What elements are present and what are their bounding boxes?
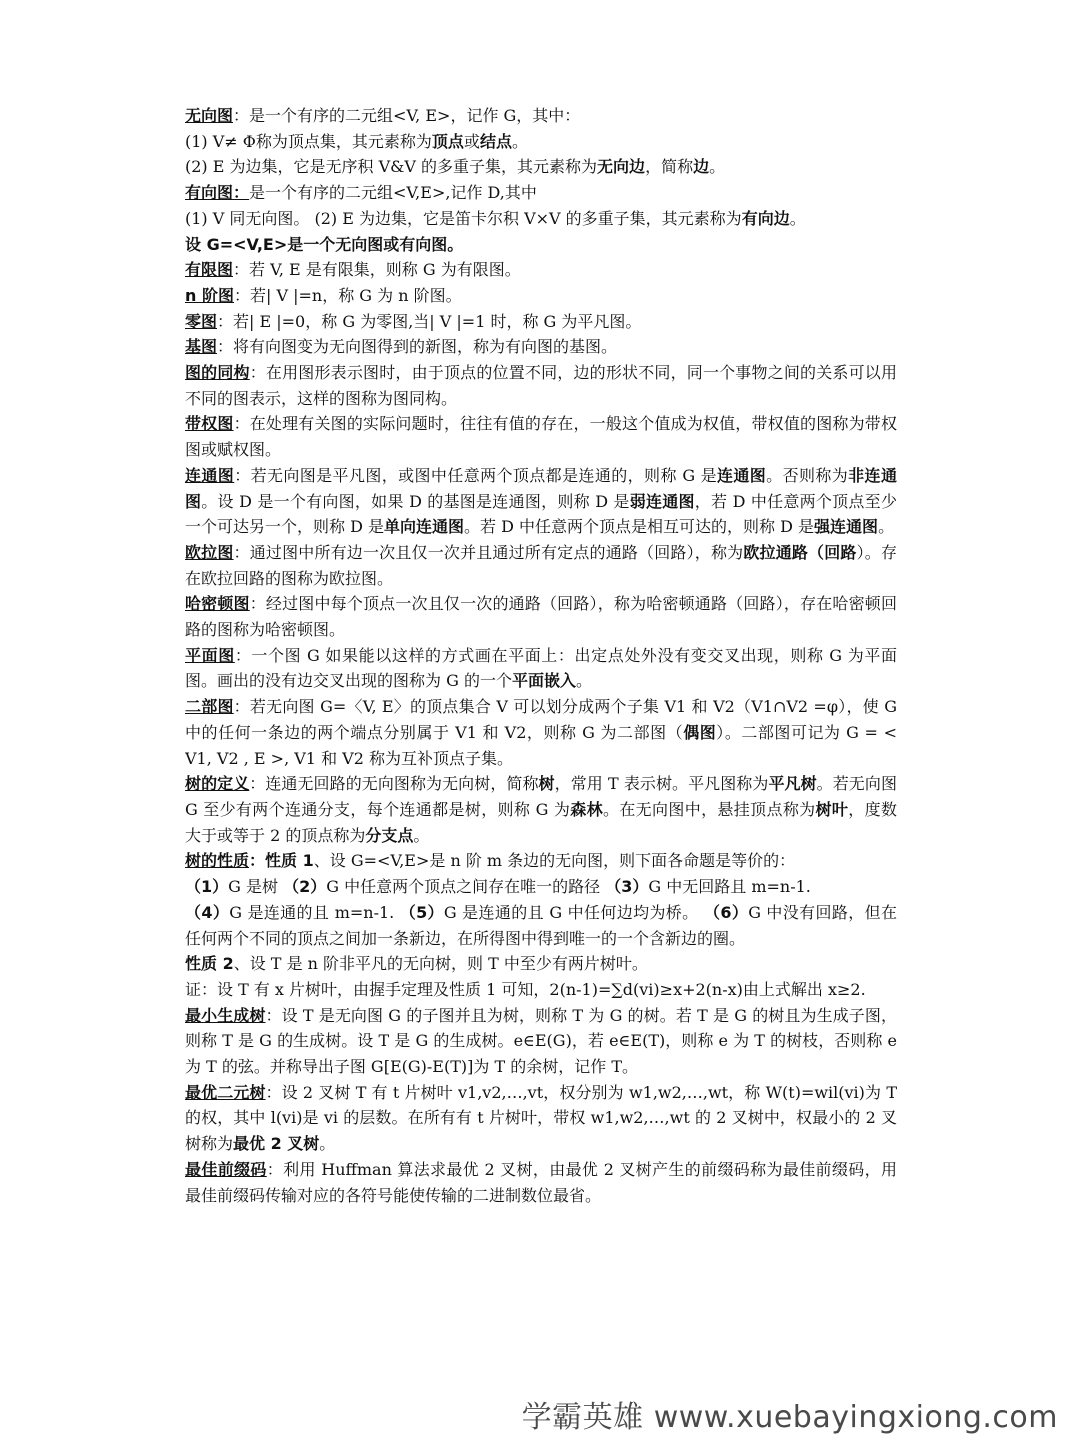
bold-text: 平凡树 bbox=[768, 774, 817, 794]
bold-text: 偶图 bbox=[683, 722, 717, 742]
text-run: G 中没有回路，但在任何两个不同的顶点之间加一条新边，在所得图中得到唯一的一个含新边的圈。 bbox=[185, 902, 897, 948]
bold-text: 树 bbox=[538, 774, 555, 794]
text-run: 、设 G=<V,E>是 n 阶 m 条边的无向图，则下面各命题是等价的： bbox=[313, 851, 796, 871]
term-heading: 最小生成树 bbox=[185, 1005, 266, 1025]
paragraph bbox=[185, 1157, 897, 1208]
text-run: G 是树 bbox=[228, 877, 284, 897]
bold-text: 平面嵌入 bbox=[511, 671, 576, 691]
document-body bbox=[185, 103, 897, 1208]
text-run: ，简称 bbox=[645, 157, 694, 177]
paragraph bbox=[185, 154, 897, 180]
bold-text: 连通图 bbox=[716, 465, 767, 485]
watermark: 学霸英雄 www.xuebayingxiong.com bbox=[521, 1400, 1058, 1435]
text-run: ：是一个有序的二元组<V, E>，记作 G，其中： bbox=[233, 106, 581, 125]
bold-text: 无向边 bbox=[597, 157, 646, 177]
text-run: 。 bbox=[575, 671, 592, 691]
bold-text: 最优 2 叉树 bbox=[233, 1134, 320, 1154]
text-run: 证：设 T 有 x 片树叶，由握手定理及性质 1 可知，2(n-1)=∑d(vi)≥x+2(n-x)由上式解出 x≥2. bbox=[185, 979, 866, 999]
paragraph bbox=[185, 411, 897, 462]
bold-text: （1） bbox=[185, 877, 229, 897]
text-run: ，若 D 中任意两个顶点至少一个可达另一个，则称 D 是 bbox=[185, 491, 897, 537]
term-heading: 零图 bbox=[185, 311, 218, 331]
term-heading: 图的同构 bbox=[185, 363, 250, 383]
bold-text: （6） bbox=[703, 902, 749, 922]
bold-text: 有向边 bbox=[741, 208, 790, 228]
paragraph bbox=[185, 360, 897, 411]
term-heading: 哈密顿图 bbox=[185, 594, 250, 614]
bold-text: 顶点 bbox=[431, 131, 464, 151]
text-run: G 中任意两个顶点之间存在唯一的路径 bbox=[326, 877, 606, 897]
paragraph bbox=[185, 848, 897, 874]
text-run: 。设 D 是一个有向图，如果 D 的基图是连通图，则称 D 是 bbox=[201, 491, 630, 511]
bold-text: （5） bbox=[399, 902, 444, 922]
term-heading: 树的性质 bbox=[185, 851, 250, 871]
paragraph bbox=[185, 1080, 897, 1157]
paragraph bbox=[185, 900, 897, 951]
bold-text: 结点 bbox=[479, 131, 512, 151]
bold-text: （2） bbox=[283, 877, 327, 897]
text-run: ：在处理有关图的实际问题时，往往有值的存在，一般这个值成为权值，带权值的图称为带权图或赋权图。 bbox=[185, 414, 897, 460]
term-heading: 二部图 bbox=[185, 697, 234, 717]
bold-text: 森林 bbox=[570, 799, 603, 819]
text-run: 。若无向图 G 至少有两个连通分支，每个连通都是树，则称 G 为 bbox=[185, 774, 897, 819]
bold-text: 强连通图 bbox=[814, 517, 879, 537]
text-run: 。 bbox=[789, 208, 806, 228]
text-run: ：若无向图是平凡图，或图中任意两个顶点都是连通的，则称 G 是 bbox=[234, 465, 717, 485]
paragraph bbox=[185, 103, 897, 129]
term-heading: 欧拉图 bbox=[185, 542, 234, 562]
text-run: 。 bbox=[878, 517, 895, 537]
text-run: 是一个有序的二元组<V,E>,记作 D,其中 bbox=[249, 183, 537, 203]
paragraph bbox=[185, 977, 897, 1003]
text-run: (2) E 为边集，它是无序积 V&V 的多重子集，其元素称为 bbox=[185, 157, 598, 177]
bold-text: （3） bbox=[605, 877, 649, 897]
term-heading: n 阶图 bbox=[185, 285, 234, 305]
bold-text: 边 bbox=[693, 157, 710, 177]
text-run: G 是连通的且 m=n-1. bbox=[229, 902, 400, 922]
paragraph bbox=[185, 951, 897, 977]
bold-text: （4） bbox=[185, 902, 230, 922]
text-run: (1) V 同无向图。 (2) E 为边集，它是笛卡尔积 V×V 的多重子集，其元素称为 bbox=[185, 208, 742, 228]
text-run: ：在用图形表示图时，由于顶点的位置不同，边的形状不同，同一个事物之间的关系可以用不同的图表示，这样的图称为图同构。 bbox=[185, 363, 897, 408]
text-run: 。 bbox=[709, 157, 726, 177]
term-heading: 连通图 bbox=[185, 465, 235, 485]
text-run: ：若 V, E 是有限集，则称 G 为有限图。 bbox=[233, 260, 521, 280]
paragraph bbox=[185, 180, 897, 206]
text-run: ：利用 Huffman 算法求最优 2 叉树，由最优 2 叉树产生的前缀码称为最佳前缀码，用最佳前缀码传输对应的各符号能使传输的二进制数位最省。 bbox=[185, 1159, 897, 1205]
term-heading: 基图 bbox=[185, 337, 218, 357]
text-run: 。 bbox=[319, 1134, 336, 1154]
term-heading: 无向图 bbox=[185, 106, 234, 125]
text-run: 。 bbox=[413, 825, 430, 845]
paragraph bbox=[185, 232, 897, 258]
paragraph bbox=[185, 283, 897, 309]
bold-text: 性质 1 bbox=[265, 851, 314, 871]
paragraph bbox=[185, 874, 897, 900]
term-heading: 树的定义 bbox=[185, 774, 250, 794]
paragraph bbox=[185, 206, 897, 232]
text-run: ：经过图中每个顶点一次且仅一次的通路（回路），称为哈密顿通路（回路），存在哈密顿回路的图称为哈密顿图。 bbox=[185, 594, 897, 640]
text-run: ：一个图 G 如果能以这样的方式画在平面上：出定点处外没有变交叉出现，则称 G 为平面图。画出的没有边交叉出现的图称为 G 的一个 bbox=[185, 645, 897, 691]
text-run: ：通过图中所有边一次且仅一次并且通过所有定点的通路（回路），称为 bbox=[233, 542, 744, 562]
paragraph bbox=[185, 463, 897, 540]
text-run: 。 bbox=[511, 131, 528, 151]
text-run: ）。二部图可记为 G = < V1, V2 , E >, V1 和 V2 称为互补顶点子集。 bbox=[185, 722, 897, 768]
text-run: ：若无向图 G=〈V, E〉的顶点集合 V 可以划分成两个子集 V1 和 V2（V1∩V2 =φ），使 G 中的任何一条边的两个端点分别属于 V1 和 V2，则称 G 为二部图（ bbox=[185, 697, 897, 742]
bold-text: 树叶 bbox=[815, 799, 849, 819]
bold-text: 分支点 bbox=[365, 825, 414, 845]
paragraph bbox=[185, 257, 897, 283]
text-run: (1) V≠ Φ称为顶点集，其元素称为 bbox=[185, 131, 432, 151]
text-run: 或 bbox=[463, 131, 480, 151]
text-run: G 中无回路且 m=n-1. bbox=[648, 877, 811, 897]
term-heading: 平面图 bbox=[185, 645, 235, 665]
term-heading: 最佳前缀码 bbox=[185, 1159, 267, 1179]
term-heading: 有向图： bbox=[185, 183, 250, 203]
text-run: 、设 T 是 n 阶非平凡的无向树，则 T 中至少有两片树叶。 bbox=[233, 954, 648, 974]
text-run: 。否则称为 bbox=[766, 465, 849, 485]
text-run: 。若 D 中任意两个顶点是相互可达的，则称 D 是 bbox=[464, 517, 815, 537]
text-run: G 是连通的且 G 中任何边均为桥。 bbox=[443, 902, 704, 922]
text-run: ：连通无回路的无向图称为无向树，简称 bbox=[249, 774, 539, 794]
paragraph bbox=[185, 694, 897, 771]
text-run: ，常用 T 表示树。平凡图称为 bbox=[554, 774, 769, 794]
text-run: ，度数大于或等于 2 的顶点称为 bbox=[185, 799, 897, 845]
text-run: 。在无向图中，悬挂顶点称为 bbox=[602, 799, 816, 819]
bold-text: ： bbox=[249, 851, 266, 871]
term-heading: 带权图 bbox=[185, 414, 234, 434]
term-heading: 最优二元树 bbox=[185, 1082, 266, 1102]
term-heading: 有限图 bbox=[185, 260, 234, 280]
paragraph bbox=[185, 129, 897, 155]
paragraph bbox=[185, 771, 897, 848]
text-run: ：若| V |=n，称 G 为 n 阶图。 bbox=[233, 285, 462, 305]
bold-text: 性质 2 bbox=[185, 954, 234, 974]
bold-text: 非连通图 bbox=[185, 465, 897, 511]
paragraph bbox=[185, 334, 897, 360]
bold-text: 单向连通图 bbox=[384, 517, 465, 537]
paragraph bbox=[185, 540, 897, 591]
paragraph bbox=[185, 309, 897, 335]
paragraph bbox=[185, 1003, 897, 1080]
text-run: ：设 2 叉树 T 有 t 片树叶 v1,v2,…,vt，权分别为 w1,w2,…,wt，称 W(t)=wil(vi)为 T 的权，其中 l(vi)是 vi 的层数。在所有有 t 片树叶，带权 w1,w2,…,wt 的 2 叉树中，权最小的 2 叉树称为 bbox=[185, 1082, 897, 1154]
bold-text: 弱连通图 bbox=[629, 491, 695, 511]
bold-text: 欧拉通路（回路 bbox=[743, 542, 857, 562]
text-run: ：设 T 是无向图 G 的子图并且为树，则称 T 为 G 的树。若 T 是 G 的树且为生成子图，则称 T 是 G 的生成树。设 T 是 G 的生成树。e∈E(G)，若 e∈E(T)，则称 e 为 T 的树枝，否则称 e 为 T 的弦。并称导出子图 G[E(G)-E(T)]为 T 的余树，记作 T。 bbox=[185, 1005, 897, 1077]
text-run: ）。存在欧拉回路的图称为欧拉图。 bbox=[185, 542, 897, 588]
bold-text: 设 G=<V,E>是一个无向图或有向图。 bbox=[185, 234, 464, 254]
paragraph bbox=[185, 643, 897, 694]
text-run: ：将有向图变为无向图得到的新图，称为有向图的基图。 bbox=[217, 337, 618, 357]
paragraph bbox=[185, 591, 897, 642]
text-run: ：若| E |=0，称 G 为零图,当| V |=1 时，称 G 为平凡图。 bbox=[217, 311, 642, 331]
